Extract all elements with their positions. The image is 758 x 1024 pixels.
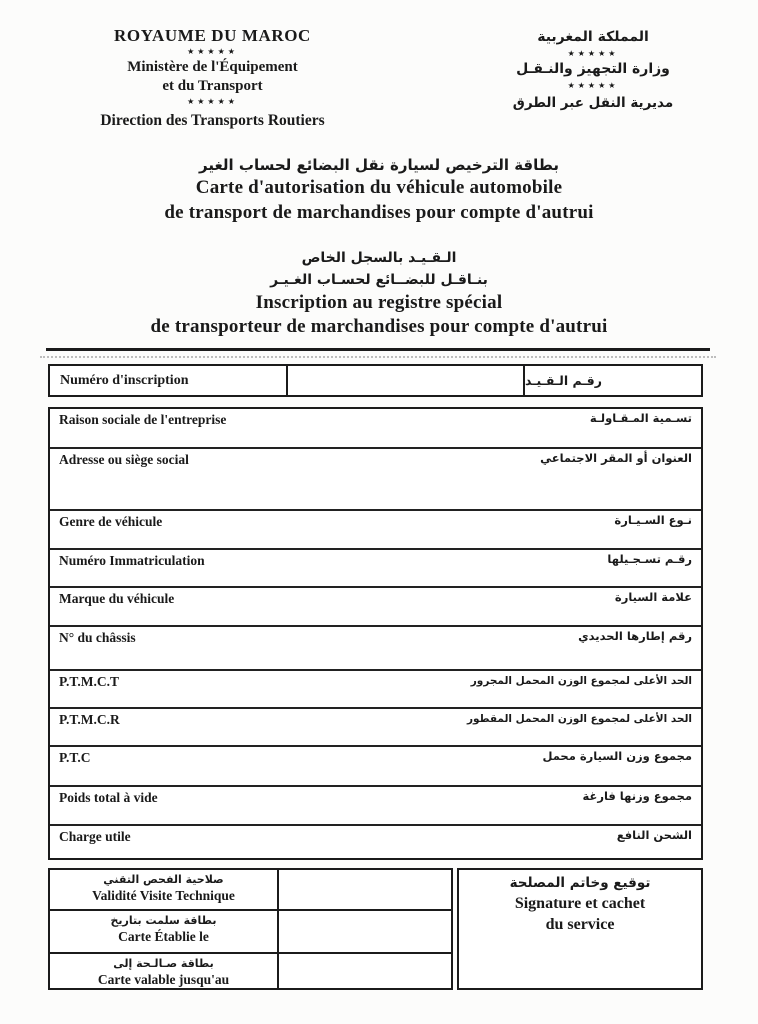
field-row-ptmct xyxy=(50,669,701,707)
horizontal-rule xyxy=(46,348,710,351)
field-label-fr: Numéro Immatriculation xyxy=(59,553,205,568)
field-row-marque xyxy=(50,586,701,625)
field-row-genre-vehicule xyxy=(50,509,701,548)
field-label-fr: Genre de véhicule xyxy=(59,514,163,529)
vehicle-fields-table xyxy=(48,407,703,860)
field-label-fr: Poids total à vide xyxy=(59,790,158,805)
signature-stamp-box xyxy=(457,868,703,990)
validity-table xyxy=(48,868,453,990)
field-label-ar: العنوان أو المقر الاجتماعي xyxy=(540,451,692,465)
letterhead-french xyxy=(85,26,340,130)
field-row-adresse xyxy=(50,447,701,509)
ministry-line2-fr: et du Transport xyxy=(162,78,263,94)
field-label-ar: الشحن النافع xyxy=(616,828,692,842)
field-label-fr: Raison sociale de l'entreprise xyxy=(59,412,227,427)
validity-label-fr: Validité Visite Technique xyxy=(92,888,235,903)
stars-separator: ★★★★★ xyxy=(567,49,619,58)
field-label-ar: رقـم تسـجـيلها xyxy=(607,552,692,566)
inscription-number-label-ar: رقـم الـقـيـد xyxy=(525,373,602,388)
stars-separator: ★★★★★ xyxy=(187,47,238,56)
field-row-ptmcr xyxy=(50,707,701,745)
directorate-ar: مديرية النقل عبر الطرق xyxy=(512,95,674,111)
stars-separator: ★★★★★ xyxy=(567,81,619,90)
field-label-fr: P.T.M.C.R xyxy=(59,712,120,727)
document-title-ar: بطاقة الترخيص لسيارة نقل البضائع لحساب الغير xyxy=(198,156,559,174)
validity-label-cell xyxy=(50,954,279,988)
validity-label-ar: بطاقة سلمت بتاريخ xyxy=(110,914,217,927)
field-label-ar: الحد الأعلى لمجموع الوزن المحمل المقطور xyxy=(467,713,692,725)
document-title xyxy=(0,155,758,225)
validity-label-ar: صلاحية الفحص التقني xyxy=(103,873,224,886)
field-label-ar: علامة السيارة xyxy=(614,590,692,604)
field-row-chassis xyxy=(50,625,701,669)
signature-label-ar: توقيع وخاتم المصلحة xyxy=(509,875,651,891)
document-subtitle-fr-line1: Inscription au registre spécial xyxy=(255,292,503,313)
document-subtitle-ar-line1: الـقـيـد بالسجل الخاص xyxy=(301,250,457,266)
validity-label-fr: Carte valable jusqu'au xyxy=(97,972,230,987)
field-label-fr: Charge utile xyxy=(59,829,131,844)
field-row-charge-utile xyxy=(50,824,701,858)
ministry-line1-fr: Ministère de l'Équipement xyxy=(127,59,298,75)
document-subtitle-fr-line2: de transporteur de marchandises pour compte d'autrui xyxy=(150,316,608,337)
validity-label-ar: بطاقة صـالـحة إلى xyxy=(113,957,214,970)
kingdom-title-fr: ROYAUME DU MAROC xyxy=(114,26,311,45)
field-row-poids-vide xyxy=(50,785,701,824)
field-label-ar: مجموع وزنها فارغة xyxy=(582,789,692,803)
validity-value-cell xyxy=(279,870,451,909)
kingdom-title-ar: المملكة المغربية xyxy=(537,29,649,45)
field-label-ar: رقم إطارها الحديدي xyxy=(578,629,692,643)
inscription-number-value-cell xyxy=(288,366,525,395)
document-title-fr-line1: Carte d'autorisation du véhicule automobile xyxy=(195,177,563,198)
field-label-fr: P.T.C xyxy=(59,750,91,765)
field-label-ar: الحد الأعلى لمجموع الوزن المحمل المجرور xyxy=(470,675,692,687)
validity-row-visite-technique xyxy=(50,870,451,909)
field-row-raison-sociale xyxy=(50,409,701,447)
document-subtitle-ar-line2: بنـاقـل للبضــائع لحسـاب الغـيـر xyxy=(270,272,488,288)
validity-value-cell xyxy=(279,911,451,952)
directorate-fr: Direction des Transports Routiers xyxy=(100,112,325,129)
signature-label-fr-line1: Signature et cachet xyxy=(514,895,646,912)
ministry-ar: وزارة التجهيز والنـقـل xyxy=(516,61,670,77)
dotted-rule xyxy=(40,356,716,358)
validity-label-fr: Carte Établie le xyxy=(118,929,209,944)
field-row-immatriculation xyxy=(50,548,701,586)
validity-label-cell xyxy=(50,911,279,952)
validity-row-carte-etablie xyxy=(50,909,451,952)
field-label-ar: تسـمية المـقـاولـة xyxy=(589,411,692,425)
validity-row-carte-valable xyxy=(50,952,451,988)
field-label-fr: N° du châssis xyxy=(59,630,136,645)
field-label-ar: مجموع وزن السيارة محمل xyxy=(542,749,692,763)
field-row-ptc xyxy=(50,745,701,785)
inscription-number-row xyxy=(48,364,703,397)
field-label-ar: نـوع السـيـارة xyxy=(614,513,692,527)
letterhead-arabic xyxy=(473,28,713,113)
field-label-fr: Marque du véhicule xyxy=(59,591,175,606)
stars-separator: ★★★★★ xyxy=(187,97,238,106)
field-label-fr: Adresse ou siège social xyxy=(59,452,189,467)
document-title-fr-line2: de transport de marchandises pour compte d'autrui xyxy=(164,202,594,223)
document-subtitle xyxy=(0,247,758,339)
field-label-fr: P.T.M.C.T xyxy=(59,674,120,689)
validity-value-cell xyxy=(279,954,451,988)
inscription-number-label-fr: Numéro d'inscription xyxy=(50,366,288,395)
signature-label-fr-line2: du service xyxy=(545,916,615,933)
validity-label-cell xyxy=(50,870,279,909)
